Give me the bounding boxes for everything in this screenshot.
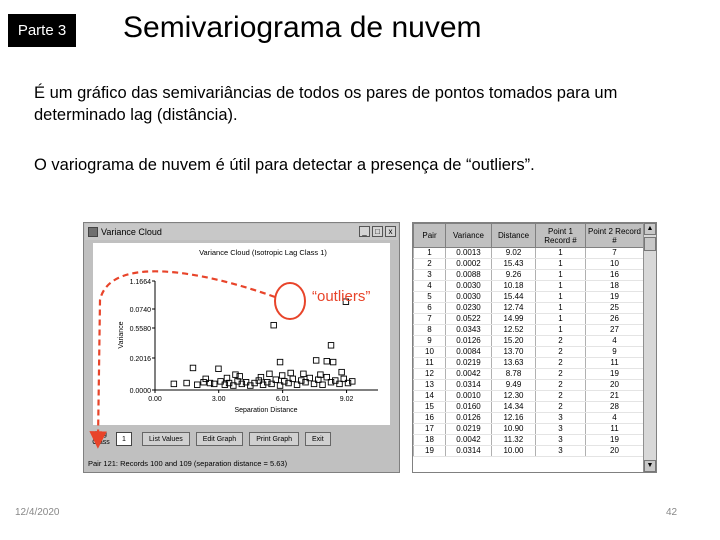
table-cell: 16 [586, 270, 644, 281]
table-cell: 15.20 [492, 336, 536, 347]
table-cell: 13 [414, 380, 446, 391]
table-cell: 2 [536, 358, 586, 369]
table-cell: 10.00 [492, 446, 536, 457]
table-row[interactable] [414, 314, 644, 325]
data-point [201, 379, 207, 385]
table-header-row [414, 224, 644, 248]
x-tick-label: 0.00 [148, 396, 162, 403]
table-cell: 9.26 [492, 270, 536, 281]
table-cell: 11.32 [492, 435, 536, 446]
table-header-cell[interactable]: Point 2 Record # [586, 224, 644, 248]
page-number: 42 [666, 507, 678, 518]
table-cell: 19 [586, 369, 644, 380]
table-cell: 6 [414, 303, 446, 314]
minimize-button[interactable]: _ [359, 226, 370, 237]
data-point [190, 365, 196, 371]
part-badge: Parte 3 [8, 14, 76, 47]
lag-class-label: Lag Class [92, 431, 110, 446]
table-cell: 17 [414, 424, 446, 435]
chart-title: Variance Cloud (Isotropic Lag Class 1) [199, 248, 327, 257]
y-tick-label: 0.0740 [129, 307, 151, 314]
table-cell: 0.0160 [446, 402, 492, 413]
table-row[interactable] [414, 336, 644, 347]
table-cell: 1 [414, 248, 446, 259]
table-row[interactable] [414, 435, 644, 446]
data-point [324, 358, 330, 364]
table-cell: 0.0030 [446, 292, 492, 303]
table-cell: 0.0084 [446, 347, 492, 358]
data-point [271, 322, 277, 328]
table-cell: 1 [536, 270, 586, 281]
table-cell: 8 [414, 325, 446, 336]
lag-class-spinner[interactable]: 1 [116, 432, 132, 446]
table-row[interactable] [414, 325, 644, 336]
table-cell: 19 [586, 292, 644, 303]
data-point [267, 371, 273, 377]
plot-area [93, 243, 390, 425]
table-cell: 1 [536, 292, 586, 303]
close-button[interactable]: x [385, 226, 396, 237]
table-cell: 1 [536, 303, 586, 314]
table-cell: 12.30 [492, 391, 536, 402]
table-cell: 1 [536, 281, 586, 292]
table-row[interactable] [414, 270, 644, 281]
table-cell: 0.0343 [446, 325, 492, 336]
data-point [313, 358, 319, 364]
status-bar: Pair 121: Records 100 and 109 (separation distance = 5.63) [88, 459, 288, 468]
y-tick-label: 0.0000 [129, 388, 151, 395]
data-point [339, 369, 345, 375]
table-cell: 0.0314 [446, 446, 492, 457]
table-cell: 25 [586, 303, 644, 314]
table-cell: 0.0002 [446, 259, 492, 270]
table-row[interactable] [414, 369, 644, 380]
table-cell: 19 [586, 435, 644, 446]
table-header-cell[interactable]: Point 1 Record # [536, 224, 586, 248]
window-titlebar[interactable] [85, 224, 398, 240]
table-cell: 0.0219 [446, 358, 492, 369]
edit-graph-button[interactable]: Edit Graph [196, 432, 243, 446]
exit-button[interactable]: Exit [305, 432, 331, 446]
table-row[interactable] [414, 259, 644, 270]
y-tick-label: 0.2016 [129, 356, 151, 363]
window-controls [86, 426, 397, 452]
data-point [328, 343, 334, 349]
table-cell: 7 [414, 314, 446, 325]
table-cell: 9 [414, 336, 446, 347]
table-cell: 19 [414, 446, 446, 457]
table-cell: 12.16 [492, 413, 536, 424]
app-icon[interactable] [88, 227, 98, 237]
table-row[interactable] [414, 391, 644, 402]
x-axis-label: Separation Distance [234, 407, 298, 414]
table-cell: 3 [414, 270, 446, 281]
x-tick-label: 3.00 [211, 396, 226, 403]
table-cell: 15 [414, 402, 446, 413]
table-cell: 0.0030 [446, 281, 492, 292]
table-cell: 21 [586, 391, 644, 402]
table-row[interactable] [414, 402, 644, 413]
table-cell: 11 [414, 358, 446, 369]
x-tick-label: 6.01 [275, 396, 290, 403]
table-cell: 9 [586, 347, 644, 358]
paragraph-definition: É um gráfico das semivariâncias de todos os pares de pontos tomados para um determinado lag (distância). [34, 84, 618, 124]
outliers-label: “outliers” [312, 288, 371, 305]
table-row[interactable] [414, 358, 644, 369]
table-cell: 2 [536, 380, 586, 391]
table-cell: 4 [586, 336, 644, 347]
maximize-button[interactable]: □ [372, 226, 383, 237]
table-cell: 0.0219 [446, 424, 492, 435]
table-cell: 8.78 [492, 369, 536, 380]
table-row[interactable] [414, 281, 644, 292]
table-row[interactable] [414, 424, 644, 435]
pair-table [413, 223, 644, 457]
table-row[interactable] [414, 292, 644, 303]
table-cell: 1 [536, 248, 586, 259]
pair-table-window [412, 222, 657, 473]
table-cell: 3 [536, 413, 586, 424]
table-cell: 0.0042 [446, 369, 492, 380]
table-header-cell[interactable]: Variance [446, 224, 492, 248]
table-cell: 20 [586, 380, 644, 391]
data-point [171, 381, 177, 387]
table-row[interactable] [414, 303, 644, 314]
table-cell: 13.70 [492, 347, 536, 358]
table-scrollbar[interactable] [643, 223, 656, 472]
table-cell: 10 [586, 259, 644, 270]
table-cell: 9.02 [492, 248, 536, 259]
paragraph-outliers: O variograma de nuvem é útil para detectar a presença de “outliers”. [34, 156, 535, 174]
table-cell: 4 [414, 281, 446, 292]
table-cell: 2 [414, 259, 446, 270]
data-point [279, 373, 285, 379]
table-cell: 26 [586, 314, 644, 325]
scroll-thumb[interactable] [644, 237, 656, 251]
table-cell: 12.74 [492, 303, 536, 314]
table-body [414, 248, 644, 457]
y-tick-label: 1.1664 [129, 279, 151, 286]
table-cell: 14.34 [492, 402, 536, 413]
table-cell: 0.0126 [446, 413, 492, 424]
scroll-down-icon[interactable]: ▼ [644, 460, 656, 472]
table-cell: 11 [586, 358, 644, 369]
table-cell: 2 [536, 369, 586, 380]
slide-date: 12/4/2020 [15, 507, 60, 518]
table-cell: 12.52 [492, 325, 536, 336]
table-cell: 1 [536, 314, 586, 325]
table-cell: 12 [414, 369, 446, 380]
table-row[interactable] [414, 248, 644, 259]
table-cell: 14.99 [492, 314, 536, 325]
y-tick-label: 0.5580 [129, 326, 151, 333]
data-point [288, 370, 294, 376]
table-cell: 5 [414, 292, 446, 303]
table-cell: 13.63 [492, 358, 536, 369]
table-cell: 4 [586, 413, 644, 424]
table-cell: 15.44 [492, 292, 536, 303]
slide-title: Semivariograma de nuvem [123, 11, 482, 44]
table-cell: 28 [586, 402, 644, 413]
table-cell: 2 [536, 391, 586, 402]
table-cell: 2 [536, 336, 586, 347]
scroll-up-icon[interactable]: ▲ [644, 223, 656, 235]
table-header-cell[interactable]: Pair [414, 224, 446, 248]
table-cell: 2 [536, 402, 586, 413]
variance-cloud-chart [93, 243, 390, 425]
table-cell: 0.0230 [446, 303, 492, 314]
data-point [258, 374, 264, 380]
table-cell: 0.0042 [446, 435, 492, 446]
data-point [194, 382, 200, 388]
table-cell: 2 [536, 347, 586, 358]
table-cell: 0.0013 [446, 248, 492, 259]
table-cell: 7 [586, 248, 644, 259]
table-cell: 27 [586, 325, 644, 336]
table-cell: 14 [414, 391, 446, 402]
table-cell: 3 [536, 435, 586, 446]
window-title: Variance Cloud [101, 227, 162, 237]
table-cell: 0.0522 [446, 314, 492, 325]
variance-cloud-window [83, 222, 400, 473]
table-row[interactable] [414, 446, 644, 457]
data-point [330, 359, 336, 365]
table-cell: 10 [414, 347, 446, 358]
table-cell: 1 [536, 325, 586, 336]
table-cell: 18 [586, 281, 644, 292]
x-tick-label: 9.02 [339, 396, 354, 403]
table-cell: 10.90 [492, 424, 536, 435]
table-cell: 15.43 [492, 259, 536, 270]
table-cell: 0.0088 [446, 270, 492, 281]
print-graph-button[interactable]: Print Graph [249, 432, 299, 446]
table-cell: 3 [536, 446, 586, 457]
table-cell: 11 [586, 424, 644, 435]
data-point [301, 371, 307, 377]
data-point [216, 366, 222, 372]
table-cell: 16 [414, 413, 446, 424]
table-row[interactable] [414, 347, 644, 358]
table-row[interactable] [414, 413, 644, 424]
table-cell: 20 [586, 446, 644, 457]
table-cell: 1 [536, 259, 586, 270]
list-values-button[interactable]: List Values [142, 432, 190, 446]
data-point [277, 359, 283, 365]
table-header-cell[interactable]: Distance [492, 224, 536, 248]
table-cell: 0.0010 [446, 391, 492, 402]
table-cell: 18 [414, 435, 446, 446]
table-cell: 10.18 [492, 281, 536, 292]
y-axis-label: Variance [118, 321, 125, 349]
data-point [184, 380, 190, 386]
table-cell: 9.49 [492, 380, 536, 391]
table-row[interactable] [414, 380, 644, 391]
table-cell: 0.0126 [446, 336, 492, 347]
table-cell: 3 [536, 424, 586, 435]
table-cell: 0.0314 [446, 380, 492, 391]
